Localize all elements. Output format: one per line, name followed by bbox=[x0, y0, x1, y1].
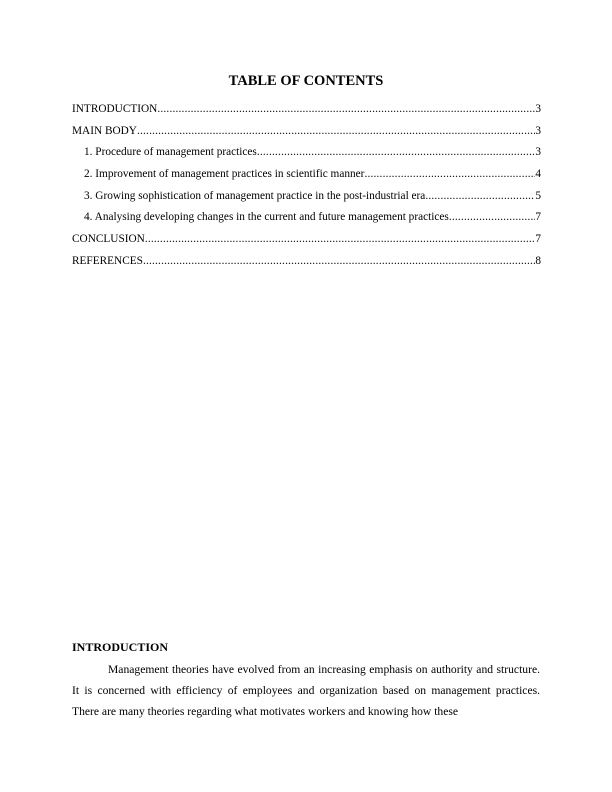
toc-entry-main-body[interactable] bbox=[72, 123, 541, 145]
toc-entry-page: 8 bbox=[535, 254, 541, 267]
dot-leader bbox=[137, 123, 535, 140]
toc-entry-page: 7 bbox=[535, 233, 541, 246]
toc-entry-page: 7 bbox=[535, 211, 541, 224]
toc-entry-label: 4. Analysing developing changes in the current and future management practices bbox=[84, 211, 449, 224]
toc-entry-conclusion[interactable] bbox=[72, 231, 541, 253]
toc-entry-page: 3 bbox=[535, 124, 541, 137]
dot-leader bbox=[257, 144, 536, 161]
dot-leader bbox=[364, 166, 535, 183]
toc-entry-page: 3 bbox=[535, 146, 541, 159]
toc-entry-analysing-changes[interactable] bbox=[72, 209, 541, 231]
toc-entry-introduction[interactable] bbox=[72, 101, 541, 123]
toc-entry-label: REFERENCES bbox=[72, 254, 143, 267]
toc-entry-improvement[interactable] bbox=[72, 166, 541, 188]
toc-entry-references[interactable] bbox=[72, 253, 541, 275]
toc-title: TABLE OF CONTENTS bbox=[228, 73, 384, 89]
dot-leader bbox=[425, 188, 535, 205]
toc-entry-label: 1. Procedure of management practices bbox=[84, 146, 257, 159]
introduction-paragraph: Management theories have evolved from an increasing emphasis on authority and structure. It is concerned with efficiency of employees and organization based on management practices. There are many theories regarding what motivates workers and knowing how these bbox=[72, 663, 540, 718]
toc-entry-label: CONCLUSION bbox=[72, 233, 145, 246]
dot-leader bbox=[145, 231, 536, 248]
toc-entry-page: 4 bbox=[535, 168, 541, 181]
toc-entry-page: 3 bbox=[535, 103, 541, 115]
toc-entry-label: INTRODUCTION bbox=[72, 103, 158, 115]
table-of-contents bbox=[72, 101, 541, 275]
dot-leader bbox=[157, 101, 535, 118]
dot-leader bbox=[449, 209, 536, 226]
toc-entry-page: 5 bbox=[535, 189, 541, 202]
toc-entry-procedure[interactable] bbox=[72, 144, 541, 166]
toc-entry-label: 2. Improvement of management practices in scientific manner bbox=[84, 168, 365, 181]
toc-entry-label: 3. Growing sophistication of management practice in the post-industrial era bbox=[84, 189, 426, 202]
dot-leader bbox=[143, 253, 535, 270]
toc-entry-sophistication[interactable] bbox=[72, 188, 541, 210]
toc-entry-label: MAIN BODY bbox=[72, 124, 137, 137]
introduction-heading: INTRODUCTION bbox=[72, 640, 169, 654]
